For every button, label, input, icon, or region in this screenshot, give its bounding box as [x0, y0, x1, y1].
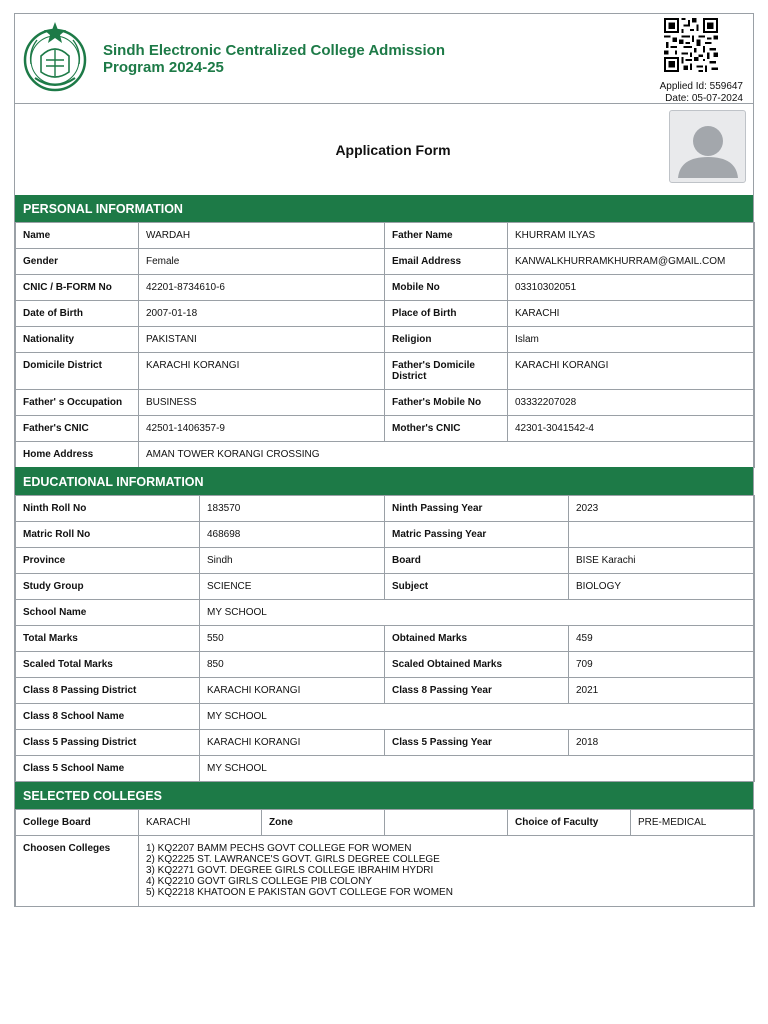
page-title: Application Form [335, 142, 451, 158]
label: Class 8 Passing District [16, 678, 200, 704]
label: Obtained Marks [385, 626, 569, 652]
applicant-photo [669, 110, 746, 183]
value: BISE Karachi [569, 548, 755, 574]
value: 709 [569, 652, 755, 678]
value: KHURRAM ILYAS [508, 223, 755, 249]
qr-code-icon [663, 18, 719, 72]
personal-section-header: PERSONAL INFORMATION [15, 195, 753, 223]
value: 2023 [569, 496, 755, 522]
label: Father' s Occupation [16, 390, 139, 416]
label: Gender [16, 249, 139, 275]
label: Total Marks [16, 626, 200, 652]
value: KARACHI KORANGI [200, 730, 385, 756]
label: Religion [385, 327, 508, 353]
list-item: 2) KQ2225 ST. LAWRANCE'S GOVT. GIRLS DEGREE COLLEGE [146, 854, 440, 865]
value: KARACHI KORANGI [200, 678, 385, 704]
value: 468698 [200, 522, 385, 548]
label: Scaled Total Marks [16, 652, 200, 678]
value: SCIENCE [200, 574, 385, 600]
label: Choice of Faculty [508, 810, 631, 836]
label: CNIC / B-FORM No [16, 275, 139, 301]
education-section-header: EDUCATIONAL INFORMATION [15, 467, 753, 496]
label: Study Group [16, 574, 200, 600]
label: Ninth Roll No [16, 496, 200, 522]
label: Class 8 School Name [16, 704, 200, 730]
label: Matric Roll No [16, 522, 200, 548]
value: KARACHI KORANGI [139, 353, 385, 390]
value: KARACHI [139, 810, 262, 836]
value: MY SCHOOL [200, 756, 755, 782]
list-item: 4) KQ2210 GOVT GIRLS COLLEGE PIB COLONY [146, 876, 373, 887]
value: 03310302051 [508, 275, 755, 301]
label: Class 5 Passing District [16, 730, 200, 756]
label: Class 5 Passing Year [385, 730, 569, 756]
value: 459 [569, 626, 755, 652]
program-title: Sindh Electronic Centralized College Admission Program 2024-25 [103, 42, 446, 76]
value: BUSINESS [139, 390, 385, 416]
application-meta [660, 81, 743, 105]
label: Place of Birth [385, 301, 508, 327]
list-item: 5) KQ2218 KHATOON E PAKISTAN GOVT COLLEGE FOR WOMEN [146, 887, 453, 898]
user-avatar-icon [670, 111, 746, 183]
label: Ninth Passing Year [385, 496, 569, 522]
label: Domicile District [16, 353, 139, 390]
colleges-section-header: SELECTED COLLEGES [15, 782, 753, 810]
label: Mother's CNIC [385, 416, 508, 442]
value: BIOLOGY [569, 574, 755, 600]
label: Nationality [16, 327, 139, 353]
value: WARDAH [139, 223, 385, 249]
list-item: 1) KQ2207 BAMM PECHS GOVT COLLEGE FOR WOMEN [146, 843, 412, 854]
value: Sindh [200, 548, 385, 574]
label: Matric Passing Year [385, 522, 569, 548]
label: Mobile No [385, 275, 508, 301]
value: KARACHI [508, 301, 755, 327]
value: KANWALKHURRAMKHURRAM@GMAIL.COM [508, 249, 755, 275]
value: 03332207028 [508, 390, 755, 416]
label: Father's Domicile District [385, 353, 508, 390]
application-form [14, 13, 754, 907]
label: College Board [16, 810, 139, 836]
education-info-table [15, 495, 755, 782]
label: Date of Birth [16, 301, 139, 327]
label: Father's CNIC [16, 416, 139, 442]
label: Board [385, 548, 569, 574]
label: Name [16, 223, 139, 249]
label: Class 5 School Name [16, 756, 200, 782]
label: Zone [262, 810, 385, 836]
value: 2018 [569, 730, 755, 756]
label: Class 8 Passing Year [385, 678, 569, 704]
label: Subject [385, 574, 569, 600]
value: Female [139, 249, 385, 275]
form-header [15, 14, 753, 104]
value: 550 [200, 626, 385, 652]
value: KARACHI KORANGI [508, 353, 755, 390]
value: 2007-01-18 [139, 301, 385, 327]
label: School Name [16, 600, 200, 626]
value: 42301-3041542-4 [508, 416, 755, 442]
value: PAKISTANI [139, 327, 385, 353]
colleges-table [15, 809, 755, 907]
label: Father Name [385, 223, 508, 249]
value [385, 810, 508, 836]
value: 42501-1406357-9 [139, 416, 385, 442]
value: PRE-MEDICAL [631, 810, 755, 836]
application-date: Date: 05-07-2024 [665, 93, 743, 104]
label: Province [16, 548, 200, 574]
label: Father's Mobile No [385, 390, 508, 416]
personal-info-table [15, 222, 755, 468]
value: 42201-8734610-6 [139, 275, 385, 301]
label: Email Address [385, 249, 508, 275]
value: MY SCHOOL [200, 600, 755, 626]
label: Scaled Obtained Marks [385, 652, 569, 678]
value: MY SCHOOL [200, 704, 755, 730]
value: 850 [200, 652, 385, 678]
title-row [15, 104, 753, 195]
value: AMAN TOWER KORANGI CROSSING [139, 442, 755, 468]
sindh-government-emblem-icon [21, 20, 89, 94]
value [569, 522, 755, 548]
applied-id: Applied Id: 559647 [659, 81, 743, 92]
value: 183570 [200, 496, 385, 522]
list-item: 3) KQ2271 GOVT. DEGREE GIRLS COLLEGE IBRAHIM HYDRI [146, 865, 434, 876]
chosen-colleges-list [139, 836, 755, 907]
label: Home Address [16, 442, 139, 468]
value: 2021 [569, 678, 755, 704]
label: Choosen Colleges [16, 836, 139, 907]
value: Islam [508, 327, 755, 353]
